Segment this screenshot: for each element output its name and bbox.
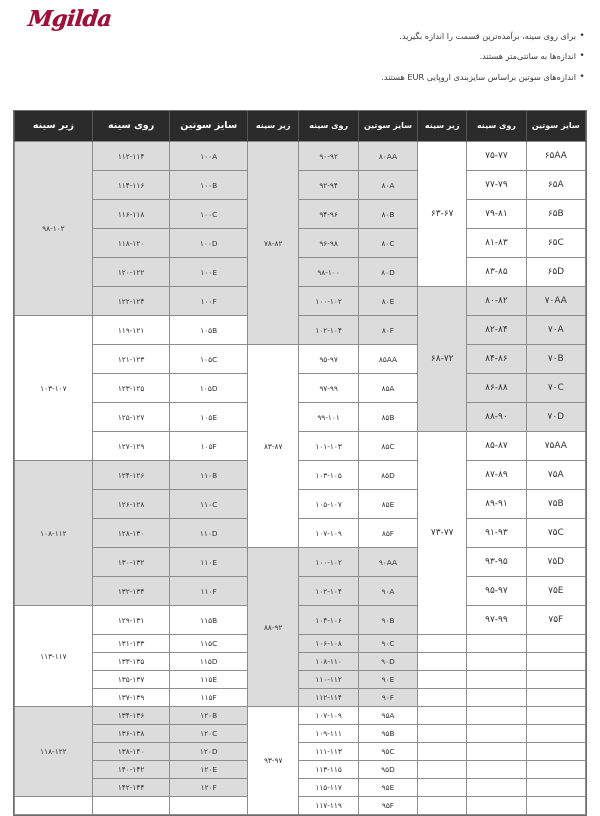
cell-bra-size-left: ۱۲۰F (170, 779, 248, 797)
cell-over-bust-left: ۱۴۰-۱۴۲ (92, 761, 170, 779)
cell-over-bust-left: ۱۲۲-۱۲۴ (92, 287, 170, 316)
cell-under-bust-middle: ۸۸-۹۲ (248, 548, 299, 707)
cell-bra-size-middle: ۸۵D (358, 461, 417, 490)
cell-bra-size-left: ۱۰۰F (170, 287, 248, 316)
cell-under-bust-left: ۱۱۳-۱۱۷ (15, 606, 93, 707)
cell-over-bust-left: ۱۳۲-۱۳۴ (92, 577, 170, 606)
bullet-dot-icon: • (579, 31, 585, 41)
cell-bra-size-middle: ۹۰AA (358, 548, 417, 577)
cell-over-bust-right: ۸۹-۹۱ (467, 490, 526, 519)
cell-over-bust-right: ۸۱-۸۳ (467, 229, 526, 258)
cell-over-bust-middle: ۱۰۶-۱۰۸ (299, 635, 358, 653)
empty-cell-right (526, 671, 585, 689)
table-row (15, 461, 586, 490)
empty-cell-right (467, 779, 526, 797)
header-under-bust-left: زیر سینه (418, 111, 467, 142)
cell-bra-size-middle: ۹۵F (358, 797, 417, 815)
empty-cell-right (418, 761, 467, 779)
table-row (15, 171, 586, 200)
cell-under-bust-right: ۷۳-۷۷ (418, 432, 467, 635)
cell-over-bust-middle: ۹۵-۹۷ (299, 345, 358, 374)
cell-bra-size-right: ۶۵C (526, 229, 585, 258)
cell-bra-size-right: ۶۵A (526, 171, 585, 200)
cell-over-bust-left: ۱۲۵-۱۲۷ (92, 403, 170, 432)
table-row (15, 200, 586, 229)
cell-under-bust-middle: ۹۳-۹۷ (248, 707, 299, 815)
cell-over-bust-left: ۱۳۱-۱۳۳ (92, 635, 170, 653)
empty-cell-right (418, 797, 467, 815)
table-row (15, 548, 586, 577)
cell-over-bust-right: ۸۵-۸۷ (467, 432, 526, 461)
cell-over-bust-middle: ۱۰۳-۱۰۵ (299, 461, 358, 490)
cell-bra-size-right: ۶۵B (526, 200, 585, 229)
cell-bra-size-left: ۱۱۰E (170, 548, 248, 577)
cell-over-bust-right: ۸۸-۹۰ (467, 403, 526, 432)
empty-cell-right (418, 779, 467, 797)
cell-over-bust-right: ۸۷-۸۹ (467, 461, 526, 490)
cell-over-bust-left: ۱۱۴-۱۱۶ (92, 171, 170, 200)
header-over-bust-right: روی سینه (92, 111, 170, 142)
table-row (15, 519, 586, 548)
empty-cell-left (92, 797, 170, 815)
table-row (15, 797, 586, 815)
measurement-note-text: برای روی سینه، برآمده‌ترین قسمت را اندازه بگیرید. (399, 31, 576, 41)
empty-cell-right (467, 761, 526, 779)
cell-bra-size-right: ۷۵F (526, 606, 585, 635)
cell-over-bust-left: ۱۲۶-۱۲۸ (92, 490, 170, 519)
cell-over-bust-middle: ۹۶-۹۸ (299, 229, 358, 258)
empty-cell-right (418, 653, 467, 671)
cell-over-bust-middle: ۹۸-۱۰۰ (299, 258, 358, 287)
cell-bra-size-left: ۱۰۵E (170, 403, 248, 432)
cell-bra-size-left: ۱۰۰B (170, 171, 248, 200)
bullet-dot-icon: • (579, 51, 585, 62)
cell-over-bust-right: ۸۶-۸۸ (467, 374, 526, 403)
header-under-bust-middle: زیر سینه (248, 111, 299, 142)
table-row (15, 403, 586, 432)
empty-cell-right (526, 725, 585, 743)
bullet-dot-icon: • (579, 71, 585, 82)
table-row (15, 229, 586, 258)
measurement-notes-list (256, 31, 586, 92)
cell-bra-size-left: ۱۱۵C (170, 635, 248, 653)
empty-cell-right (467, 707, 526, 725)
cell-over-bust-right: ۸۴-۸۶ (467, 345, 526, 374)
cell-over-bust-left: ۱۳۰-۱۳۲ (92, 548, 170, 577)
cell-over-bust-middle: ۱۰۷-۱۰۹ (299, 707, 358, 725)
cell-over-bust-middle: ۱۱۳-۱۱۵ (299, 761, 358, 779)
cell-over-bust-right: ۹۵-۹۷ (467, 577, 526, 606)
cell-under-bust-left: ۱۱۸-۱۲۲ (15, 707, 93, 797)
empty-cell-right (467, 671, 526, 689)
cell-over-bust-middle: ۹۰-۹۲ (299, 142, 358, 171)
cell-over-bust-middle: ۱۱۱-۱۱۳ (299, 743, 358, 761)
header-under-bust-right: زیر سینه (15, 111, 93, 142)
table-row (15, 432, 586, 461)
cell-over-bust-right: ۷۷-۷۹ (467, 171, 526, 200)
empty-cell-right (467, 743, 526, 761)
cell-over-bust-middle: ۱۱۵-۱۱۷ (299, 779, 358, 797)
cell-under-bust-right: ۶۳-۶۷ (418, 142, 467, 287)
empty-cell-right (526, 689, 585, 707)
cell-over-bust-left: ۱۲۳-۱۲۵ (92, 374, 170, 403)
table-row (15, 577, 586, 606)
cell-bra-size-middle: ۸۰AA (358, 142, 417, 171)
size-table-wrapper (13, 110, 587, 816)
cell-over-bust-left: ۱۲۴-۱۲۶ (92, 461, 170, 490)
cell-over-bust-right: ۹۳-۹۵ (467, 548, 526, 577)
table-row (15, 287, 586, 316)
cell-bra-size-right: ۷۰A (526, 316, 585, 345)
measurement-note (256, 51, 586, 62)
cell-over-bust-middle: ۹۲-۹۴ (299, 171, 358, 200)
cell-over-bust-middle: ۱۰۸-۱۱۰ (299, 653, 358, 671)
cell-bra-size-middle: ۹۰E (358, 671, 417, 689)
empty-cell-right (467, 689, 526, 707)
cell-bra-size-middle: ۸۰A (358, 171, 417, 200)
measurement-note (256, 31, 586, 42)
cell-bra-size-middle: ۹۵D (358, 761, 417, 779)
cell-over-bust-left: ۱۳۵-۱۳۷ (92, 671, 170, 689)
cell-bra-size-right: ۷۰AA (526, 287, 585, 316)
cell-bra-size-left: ۱۱۰B (170, 461, 248, 490)
header-bra-size-middle: سایز سوتین (358, 111, 417, 142)
empty-cell-right (418, 635, 467, 653)
cell-bra-size-middle: ۹۵C (358, 743, 417, 761)
cell-bra-size-left: ۱۰۵C (170, 345, 248, 374)
cell-over-bust-left: ۱۳۶-۱۳۸ (92, 725, 170, 743)
cell-bra-size-left: ۱۱۵E (170, 671, 248, 689)
cell-over-bust-middle: ۱۰۰-۱۰۲ (299, 548, 358, 577)
cell-bra-size-middle: ۹۰C (358, 635, 417, 653)
cell-bra-size-middle: ۸۵A (358, 374, 417, 403)
cell-over-bust-right: ۷۹-۸۱ (467, 200, 526, 229)
empty-cell-right (526, 779, 585, 797)
cell-bra-size-middle: ۸۵AA (358, 345, 417, 374)
empty-cell-right (526, 707, 585, 725)
empty-cell-right (526, 635, 585, 653)
cell-bra-size-right: ۷۵B (526, 490, 585, 519)
empty-cell-right (418, 707, 467, 725)
table-row (15, 671, 586, 689)
cell-bra-size-right: ۷۰C (526, 374, 585, 403)
table-row (15, 316, 586, 345)
cell-over-bust-middle: ۱۰۰-۱۰۲ (299, 287, 358, 316)
table-row (15, 725, 586, 743)
empty-cell-right (467, 725, 526, 743)
cell-over-bust-middle: ۹۴-۹۶ (299, 200, 358, 229)
size-table-body (15, 142, 586, 815)
cell-bra-size-left: ۱۰۰D (170, 229, 248, 258)
cell-over-bust-left: ۱۲۸-۱۳۰ (92, 519, 170, 548)
table-row (15, 761, 586, 779)
empty-cell-right (526, 797, 585, 815)
cell-bra-size-left: ۱۰۰A (170, 142, 248, 171)
cell-bra-size-right: ۷۰D (526, 403, 585, 432)
empty-cell-right (418, 743, 467, 761)
table-row (15, 743, 586, 761)
cell-bra-size-right: ۷۰B (526, 345, 585, 374)
cell-over-bust-left: ۱۱۹-۱۲۱ (92, 316, 170, 345)
table-row (15, 779, 586, 797)
cell-bra-size-middle: ۸۵B (358, 403, 417, 432)
page-header (0, 0, 600, 108)
cell-over-bust-left: ۱۲۷-۱۲۹ (92, 432, 170, 461)
header-row (15, 111, 586, 142)
cell-bra-size-left: ۱۰۰E (170, 258, 248, 287)
cell-bra-size-right: ۷۵D (526, 548, 585, 577)
measurement-note-text: اندازه‌ها به سانتی‌متر هستند. (479, 51, 576, 62)
size-table-head (15, 111, 586, 142)
cell-bra-size-left: ۱۰۵F (170, 432, 248, 461)
cell-bra-size-middle: ۹۰F (358, 689, 417, 707)
cell-over-bust-left: ۱۳۷-۱۳۹ (92, 689, 170, 707)
empty-cell-right (418, 689, 467, 707)
table-row (15, 490, 586, 519)
cell-over-bust-middle: ۱۱۰-۱۱۲ (299, 671, 358, 689)
cell-bra-size-middle: ۸۰C (358, 229, 417, 258)
cell-bra-size-middle: ۹۰D (358, 653, 417, 671)
cell-under-bust-left: ۱۰۸-۱۱۲ (15, 461, 93, 606)
cell-bra-size-middle: ۸۰F (358, 316, 417, 345)
cell-bra-size-left: ۱۱۰D (170, 519, 248, 548)
cell-bra-size-middle: ۸۰B (358, 200, 417, 229)
cell-bra-size-middle: ۹۰A (358, 577, 417, 606)
cell-over-bust-left: ۱۱۶-۱۱۸ (92, 200, 170, 229)
cell-over-bust-left: ۱۳۸-۱۴۰ (92, 743, 170, 761)
header-bra-size-right: سایز سوتین (170, 111, 248, 142)
cell-over-bust-right: ۷۵-۷۷ (467, 142, 526, 171)
cell-over-bust-left: ۱۴۲-۱۴۴ (92, 779, 170, 797)
table-row (15, 606, 586, 635)
cell-bra-size-right: ۶۵D (526, 258, 585, 287)
cell-over-bust-left: ۱۱۸-۱۲۰ (92, 229, 170, 258)
cell-bra-size-right: ۶۵AA (526, 142, 585, 171)
cell-over-bust-middle: ۱۰۴-۱۰۶ (299, 606, 358, 635)
table-row (15, 689, 586, 707)
cell-over-bust-right: ۸۲-۸۴ (467, 316, 526, 345)
measurement-note (256, 72, 586, 83)
cell-under-bust-middle: ۸۳-۸۷ (248, 345, 299, 548)
empty-cell-right (526, 653, 585, 671)
cell-over-bust-middle: ۱۰۲-۱۰۴ (299, 577, 358, 606)
cell-bra-size-right: ۷۵A (526, 461, 585, 490)
cell-over-bust-right: ۹۱-۹۳ (467, 519, 526, 548)
cell-bra-size-middle: ۹۵E (358, 779, 417, 797)
cell-bra-size-left: ۱۰۰C (170, 200, 248, 229)
cell-bra-size-right: ۷۵C (526, 519, 585, 548)
cell-bra-size-right: ۷۵E (526, 577, 585, 606)
cell-over-bust-middle: ۱۰۲-۱۰۴ (299, 316, 358, 345)
size-table (14, 111, 586, 815)
table-row (15, 653, 586, 671)
cell-over-bust-left: ۱۲۰-۱۲۲ (92, 258, 170, 287)
cell-over-bust-right: ۸۳-۸۵ (467, 258, 526, 287)
cell-bra-size-left: ۱۲۰E (170, 761, 248, 779)
cell-over-bust-middle: ۱۱۷-۱۱۹ (299, 797, 358, 815)
cell-bra-size-middle: ۸۵E (358, 490, 417, 519)
cell-under-bust-left: ۱۰۳-۱۰۷ (15, 316, 93, 461)
cell-bra-size-middle: ۸۰E (358, 287, 417, 316)
cell-over-bust-left: ۱۳۴-۱۳۶ (92, 707, 170, 725)
cell-bra-size-left: ۱۰۵B (170, 316, 248, 345)
empty-cell-right (526, 743, 585, 761)
cell-over-bust-right: ۹۷-۹۹ (467, 606, 526, 635)
cell-bra-size-middle: ۸۰D (358, 258, 417, 287)
empty-cell-right (467, 653, 526, 671)
cell-bra-size-left: ۱۲۰B (170, 707, 248, 725)
cell-bra-size-middle: ۹۵B (358, 725, 417, 743)
cell-over-bust-middle: ۱۰۷-۱۰۹ (299, 519, 358, 548)
table-row (15, 345, 586, 374)
cell-over-bust-left: ۱۱۲-۱۱۴ (92, 142, 170, 171)
measurement-note-text: اندازه‌های سوتین براساس سایزبندی اروپایی EUR هستند. (381, 71, 576, 82)
cell-over-bust-left: ۱۲۹-۱۳۱ (92, 606, 170, 635)
header-bra-size-left: سایز سوتین (526, 111, 585, 142)
empty-cell-right (418, 725, 467, 743)
header-over-bust-left: روی سینه (467, 111, 526, 142)
cell-over-bust-middle: ۱۰۱-۱۰۳ (299, 432, 358, 461)
cell-over-bust-left: ۱۳۳-۱۳۵ (92, 653, 170, 671)
header-over-bust-middle: روی سینه (299, 111, 358, 142)
empty-cell-right (467, 635, 526, 653)
cell-over-bust-middle: ۱۰۵-۱۰۷ (299, 490, 358, 519)
empty-cell-left (15, 797, 93, 815)
cell-bra-size-right: ۷۵AA (526, 432, 585, 461)
cell-bra-size-left: ۱۲۰D (170, 743, 248, 761)
cell-bra-size-left: ۱۱۵D (170, 653, 248, 671)
empty-cell-right (526, 761, 585, 779)
cell-bra-size-middle: ۸۵F (358, 519, 417, 548)
cell-bra-size-left: ۱۱۵B (170, 606, 248, 635)
brand-logo: Mgilda (26, 6, 113, 32)
cell-under-bust-left: ۹۸-۱۰۲ (15, 142, 93, 316)
cell-over-bust-middle: ۱۰۹-۱۱۱ (299, 725, 358, 743)
cell-over-bust-left: ۱۲۱-۱۲۳ (92, 345, 170, 374)
empty-cell-right (467, 797, 526, 815)
cell-over-bust-middle: ۹۷-۹۹ (299, 374, 358, 403)
cell-bra-size-left: ۱۱۵F (170, 689, 248, 707)
cell-under-bust-right: ۶۸-۷۲ (418, 287, 467, 432)
table-row (15, 142, 586, 171)
cell-bra-size-left: ۱۰۵D (170, 374, 248, 403)
cell-under-bust-middle: ۷۸-۸۲ (248, 142, 299, 345)
empty-cell-right (418, 671, 467, 689)
cell-over-bust-middle: ۹۹-۱۰۱ (299, 403, 358, 432)
table-row (15, 258, 586, 287)
cell-bra-size-middle: ۸۵C (358, 432, 417, 461)
cell-over-bust-middle: ۱۱۲-۱۱۴ (299, 689, 358, 707)
table-row (15, 374, 586, 403)
cell-bra-size-middle: ۹۵A (358, 707, 417, 725)
cell-bra-size-left: ۱۱۰F (170, 577, 248, 606)
cell-bra-size-middle: ۹۰B (358, 606, 417, 635)
cell-bra-size-left: ۱۲۰C (170, 725, 248, 743)
table-row (15, 707, 586, 725)
empty-cell-left (170, 797, 248, 815)
cell-bra-size-left: ۱۱۰C (170, 490, 248, 519)
table-row (15, 635, 586, 653)
cell-over-bust-right: ۸۰-۸۲ (467, 287, 526, 316)
